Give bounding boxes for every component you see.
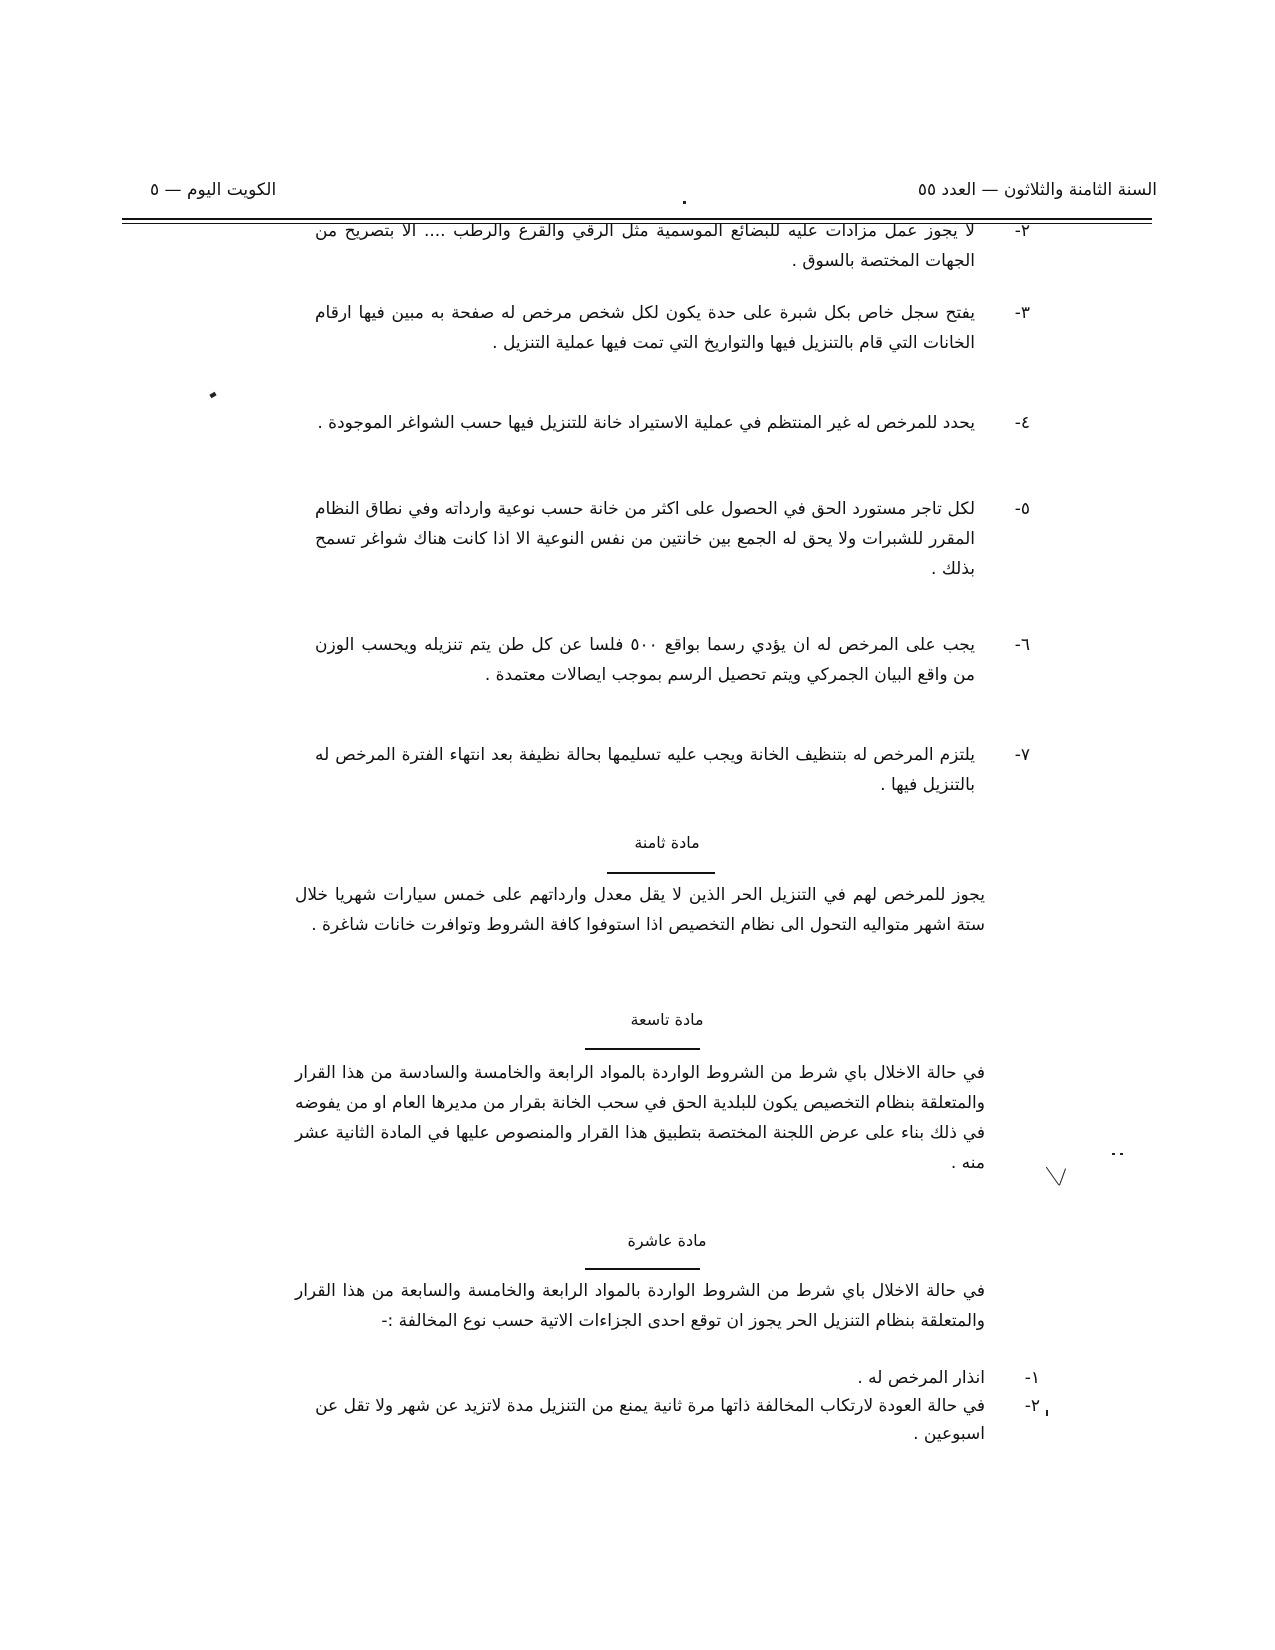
article-body [295,880,985,940]
list-item [315,494,1030,584]
item-text: يجب على المرخص له ان يؤدي رسما بواقع ٥٠٠ فلسا عن كل طن يتم تنزيله ويحسب الوزن من واقع البيان الجمركي ويتم تحصيل الرسم بموجب ايصالات معتمدة . [315,635,975,685]
penalty-number: ١- [1024,1368,1040,1388]
article-text: يجوز للمرخص لهم في التنزيل الحر الذين لا يقل معدل وارداتهم على خمس سيارات شهريا خلال ستة اشهر متواليه التحول الى نظام التخصيص اذا استوفوا كافة الشروط وتوافرت خانات شاغرة . [295,885,985,935]
item-number: ٦- [1014,635,1030,655]
issue-header: السنة الثامنة والثلاثون — العدد ٥٥ [917,180,1157,200]
list-item [315,408,1030,438]
penalty-item [295,1364,1040,1392]
scan-mark [1046,1167,1059,1186]
item-text: لا يجوز عمل مزادات عليه للبضائع الموسمية مثل الرقي والقرع والرطب .... الا بتصريح من الجهات المختصة بالسوق . [315,221,975,271]
scan-mark [1059,1168,1066,1185]
penalty-number: ٢- [1024,1396,1040,1416]
item-number: ٣- [1014,303,1030,323]
heading-underline [585,1268,700,1270]
item-text: يفتح سجل خاص بكل شبرة على حدة يكون لكل شخص مرخص له صفحة به مبين فيها ارقام الخانات التي قام بالتنزيل فيها والتواريخ التي تمت فيها عملية التنزيل . [315,303,975,353]
scan-mark [683,201,686,204]
scan-mark [1112,1153,1115,1155]
article-heading: مادة عاشرة [627,1231,707,1250]
scan-mark [1046,1410,1048,1416]
list-item [315,298,1030,358]
article-heading: مادة ثامنة [634,833,700,852]
scan-mark [1120,1153,1123,1155]
publication-header: الكويت اليوم — ٥ [150,180,277,200]
article-text: في حالة الاخلال باي شرط من الشروط الواردة بالمواد الرابعة والخامسة والسادسة من هذا القرار والمتعلقة بنظام التخصيص يكون للبلدية الحق في سحب الخانة بقرار من مديرها العام او من يفوضه في ذلك بناء على عرض اللجنة المختصة بتطبيق هذا القرار والمنصوص عليها في المادة الثانية عشر منه . [295,1063,985,1173]
article-text: في حالة الاخلال باي شرط من الشروط الواردة بالمواد الرابعة والخامسة والسابعة من هذا القرار والمتعلقة بنظام التنزيل الحر يجوز ان توقع احدى الجزاءات الاتية حسب نوع المخالفة :- [295,1281,985,1331]
penalty-text: في حالة العودة لارتكاب المخالفة ذاتها مرة ثانية يمنع من التنزيل مدة لاتزيد عن شهر ولا تقل عن اسبوعين . [315,1396,985,1444]
item-number: ٥- [1014,499,1030,519]
heading-underline [585,1048,700,1050]
item-text: يلتزم المرخص له بتنظيف الخانة ويجب عليه تسليمها بحالة نظيفة بعد انتهاء الفترة المرخص له بالتنزيل فيها . [315,745,975,795]
item-number: ٤- [1014,413,1030,433]
article-body [295,1058,985,1178]
penalty-item [295,1392,1040,1448]
scan-mark [209,392,216,398]
item-number: ٧- [1014,745,1030,765]
article-heading: مادة تاسعة [630,1010,704,1029]
item-text: يحدد للمرخص له غير المنتظم في عملية الاستيراد خانة للتنزيل فيها حسب الشواغر الموجودة . [317,413,975,433]
list-item [315,740,1030,800]
penalty-text: انذار المرخص له . [857,1368,985,1388]
heading-underline [607,872,715,874]
list-item [315,216,1030,276]
list-item [315,630,1030,690]
item-text: لكل تاجر مستورد الحق في الحصول على اكثر من خانة حسب نوعية وارداته وفي نطاق النظام المقرر للشبرات ولا يحق له الجمع بين خانتين من نفس النوعية الا اذا كانت هناك شواغر تسمح بذلك . [315,499,975,579]
item-number: ٢- [1014,221,1030,241]
article-body [295,1276,985,1336]
